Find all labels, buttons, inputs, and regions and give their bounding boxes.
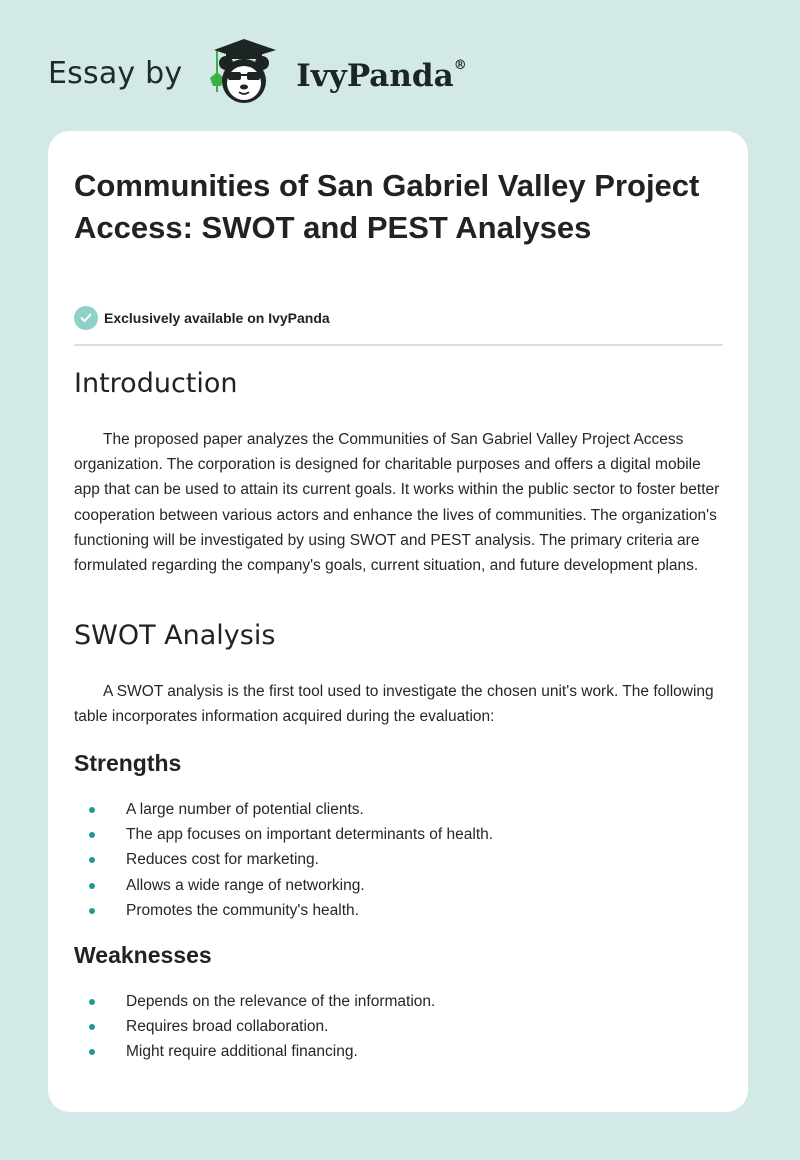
weaknesses-heading: Weaknesses: [74, 942, 212, 968]
essay-by-label: Essay by: [48, 55, 183, 91]
bullet-icon: [89, 883, 95, 889]
site-header: [48, 36, 467, 108]
weaknesses-list: [74, 989, 435, 1065]
list-item: Requires broad collaboration.: [74, 1014, 435, 1039]
list-item: A large number of potential clients.: [74, 797, 493, 822]
bullet-icon: [89, 807, 95, 813]
swot-paragraph: A SWOT analysis is the first tool used to investigate the chosen unit's work. The following table incorporates information acquired during the evaluation:: [74, 683, 714, 726]
bullet-icon: [89, 857, 95, 863]
bullet-icon: [89, 832, 95, 838]
bullet-icon: [89, 908, 95, 914]
exclusive-badge: [74, 306, 330, 330]
panda-graduate-icon[interactable]: [200, 36, 288, 108]
section-heading-swot: SWOT Analysis: [74, 620, 276, 651]
list-item: Promotes the community's health.: [74, 898, 493, 923]
article-card: [48, 131, 748, 1112]
badge-text: Exclusively available on IvyPanda: [104, 310, 330, 326]
list-item: The app focuses on important determinants of health.: [74, 822, 493, 847]
list-item: Depends on the relevance of the information.: [74, 989, 435, 1014]
bullet-icon: [89, 999, 95, 1005]
brand-name[interactable]: IvyPanda®: [296, 57, 467, 94]
section-heading-introduction: Introduction: [74, 368, 238, 399]
bullet-icon: [89, 1024, 95, 1030]
list-item: Allows a wide range of networking.: [74, 873, 493, 898]
check-circle-icon: [74, 306, 98, 330]
list-item: Reduces cost for marketing.: [74, 847, 493, 872]
introduction-paragraph: The proposed paper analyzes the Communities of San Gabriel Valley Project Access organization. The corporation is designed for charitable purposes and offers a digital mobile app that can be used to attain its current goals. It works within the public sector to foster better cooperation between various actors and enhance the lives of communities. The organization's functioning will be investigated by using SWOT and PEST analysis. The primary criteria are formulated regarding the company's goals, current situation, and future development plans.: [74, 431, 720, 575]
page-title: Communities of San Gabriel Valley Project Access: SWOT and PEST Analyses: [74, 168, 700, 245]
strengths-list: [74, 797, 493, 923]
list-item: Might require additional financing.: [74, 1039, 435, 1064]
strengths-heading: Strengths: [74, 750, 182, 776]
divider: [74, 344, 723, 346]
bullet-icon: [89, 1049, 95, 1055]
